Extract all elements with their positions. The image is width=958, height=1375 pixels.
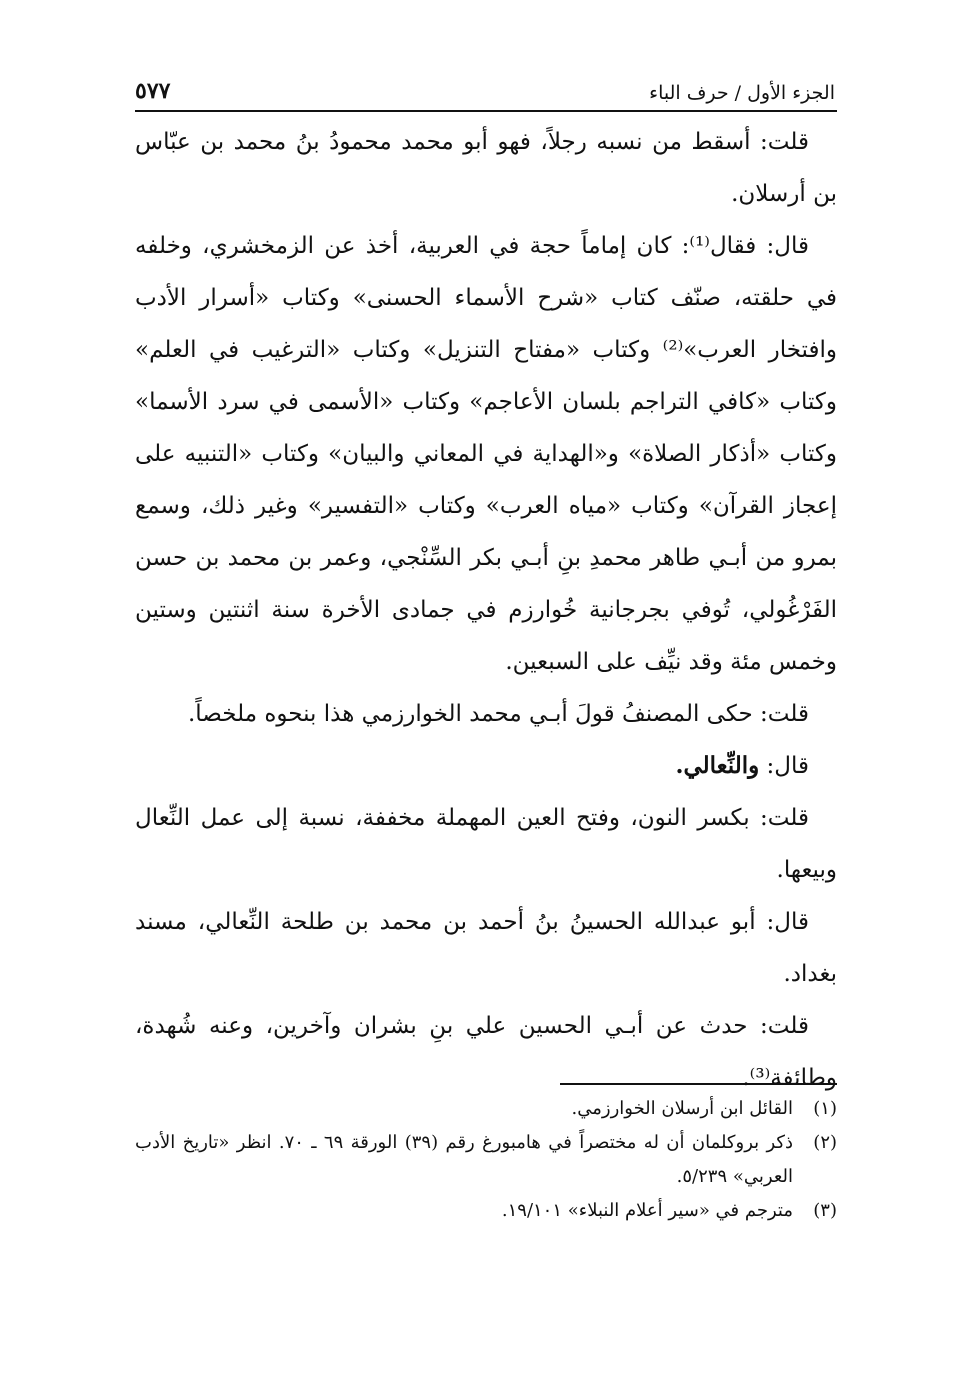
footnote-1 — [135, 1092, 837, 1126]
footnote-2 — [135, 1126, 837, 1194]
paragraph-6: قال: أبو عبدالله الحسينُ بنُ أحمد بن محمد بن طلحة النِّعالي، مسند بغداد. — [135, 909, 837, 987]
footnote-2-number: (٢) — [813, 1132, 838, 1153]
header-rule — [135, 110, 837, 112]
paragraph-2: قال: فقال⁽¹⁾: كان إماماً حجة في العربية، أخذ عن الزمخشري، وخلفه في حلقته، صنّف كتاب «شرح الأسماء الحسنى» وكتاب «أسرار الأدب وافتخار العرب»⁽²⁾ وكتاب «مفتاح التنزيل» وكتاب «الترغيب في العلم» وكتاب «كافي التراجم بلسان الأعاجم» وكتاب «الأسمى في سرد الأسما» وكتاب «أذكار الصلاة» و«الهداية في المعاني والبيان» وكتاب «التنبيه على إعجاز القرآن» وكتاب «مياه العرب» وكتاب «التفسير» وغير ذلك، وسمع بمرو من أبـي طاهر محمدِ بنِ أبـي بكر السِّنْجي، وعمر بن محمد بن حسن الفَرْغُولي، تُوفي بجرجانية خُوارزم في جمادى الأخرة سنة اثنتين وستين وخمس مئة وقد نيِّف على السبعين. — [135, 233, 837, 675]
footnotes — [135, 1092, 837, 1228]
footnote-1-number: (١) — [813, 1098, 837, 1119]
footnote-3 — [135, 1194, 837, 1228]
footnote-rule — [560, 1083, 837, 1085]
footnote-3-text: مترجم في «سير أعلام النبلاء» ١٩/١٠١. — [501, 1200, 793, 1221]
paragraph-1: قلت: أسقط من نسبه رجلاً، فهو أبو محمد محمودُ بنُ محمد بن عبّاس بن أرسلان. — [135, 129, 837, 207]
header-title: الجزء الأول / حرف الباء — [649, 82, 835, 104]
footnote-3-number: (٣) — [813, 1200, 837, 1221]
paragraph-4 — [135, 740, 837, 792]
footnote-1-text: القائل ابن أرسلان الخوارزمي. — [571, 1098, 793, 1119]
page-number: ٥٧٧ — [135, 78, 171, 104]
paragraph-5: قلت: بكسر النون، وفتح العين المهملة مخففة، نسبة إلى عمل النِّعال وبيعها. — [135, 805, 837, 883]
footnote-2-text: ذكر بروكلمان أن له مختصراً في هامبورغ رقم (٣٩) الورقة ٦٩ ـ ٧٠. انظر «تاريخ الأدب العربي» ٥/٢٣٩. — [135, 1132, 794, 1187]
paragraph-7: قلت: حدث عن أبـي الحسين علي بنِ بشران وآخرين، وعنه شُهدة، وطائفة⁽³⁾. — [135, 1013, 837, 1091]
main-text — [135, 116, 837, 1104]
paragraph-4-prefix: قال: — [759, 753, 809, 779]
running-header — [135, 70, 835, 104]
paragraph-3: قلت: حكى المصنفُ قولَ أبـي محمد الخوارزمي هذا بنحوه ملخصاً. — [187, 701, 809, 727]
paragraph-4-entry: والنِّعالي. — [675, 752, 760, 779]
